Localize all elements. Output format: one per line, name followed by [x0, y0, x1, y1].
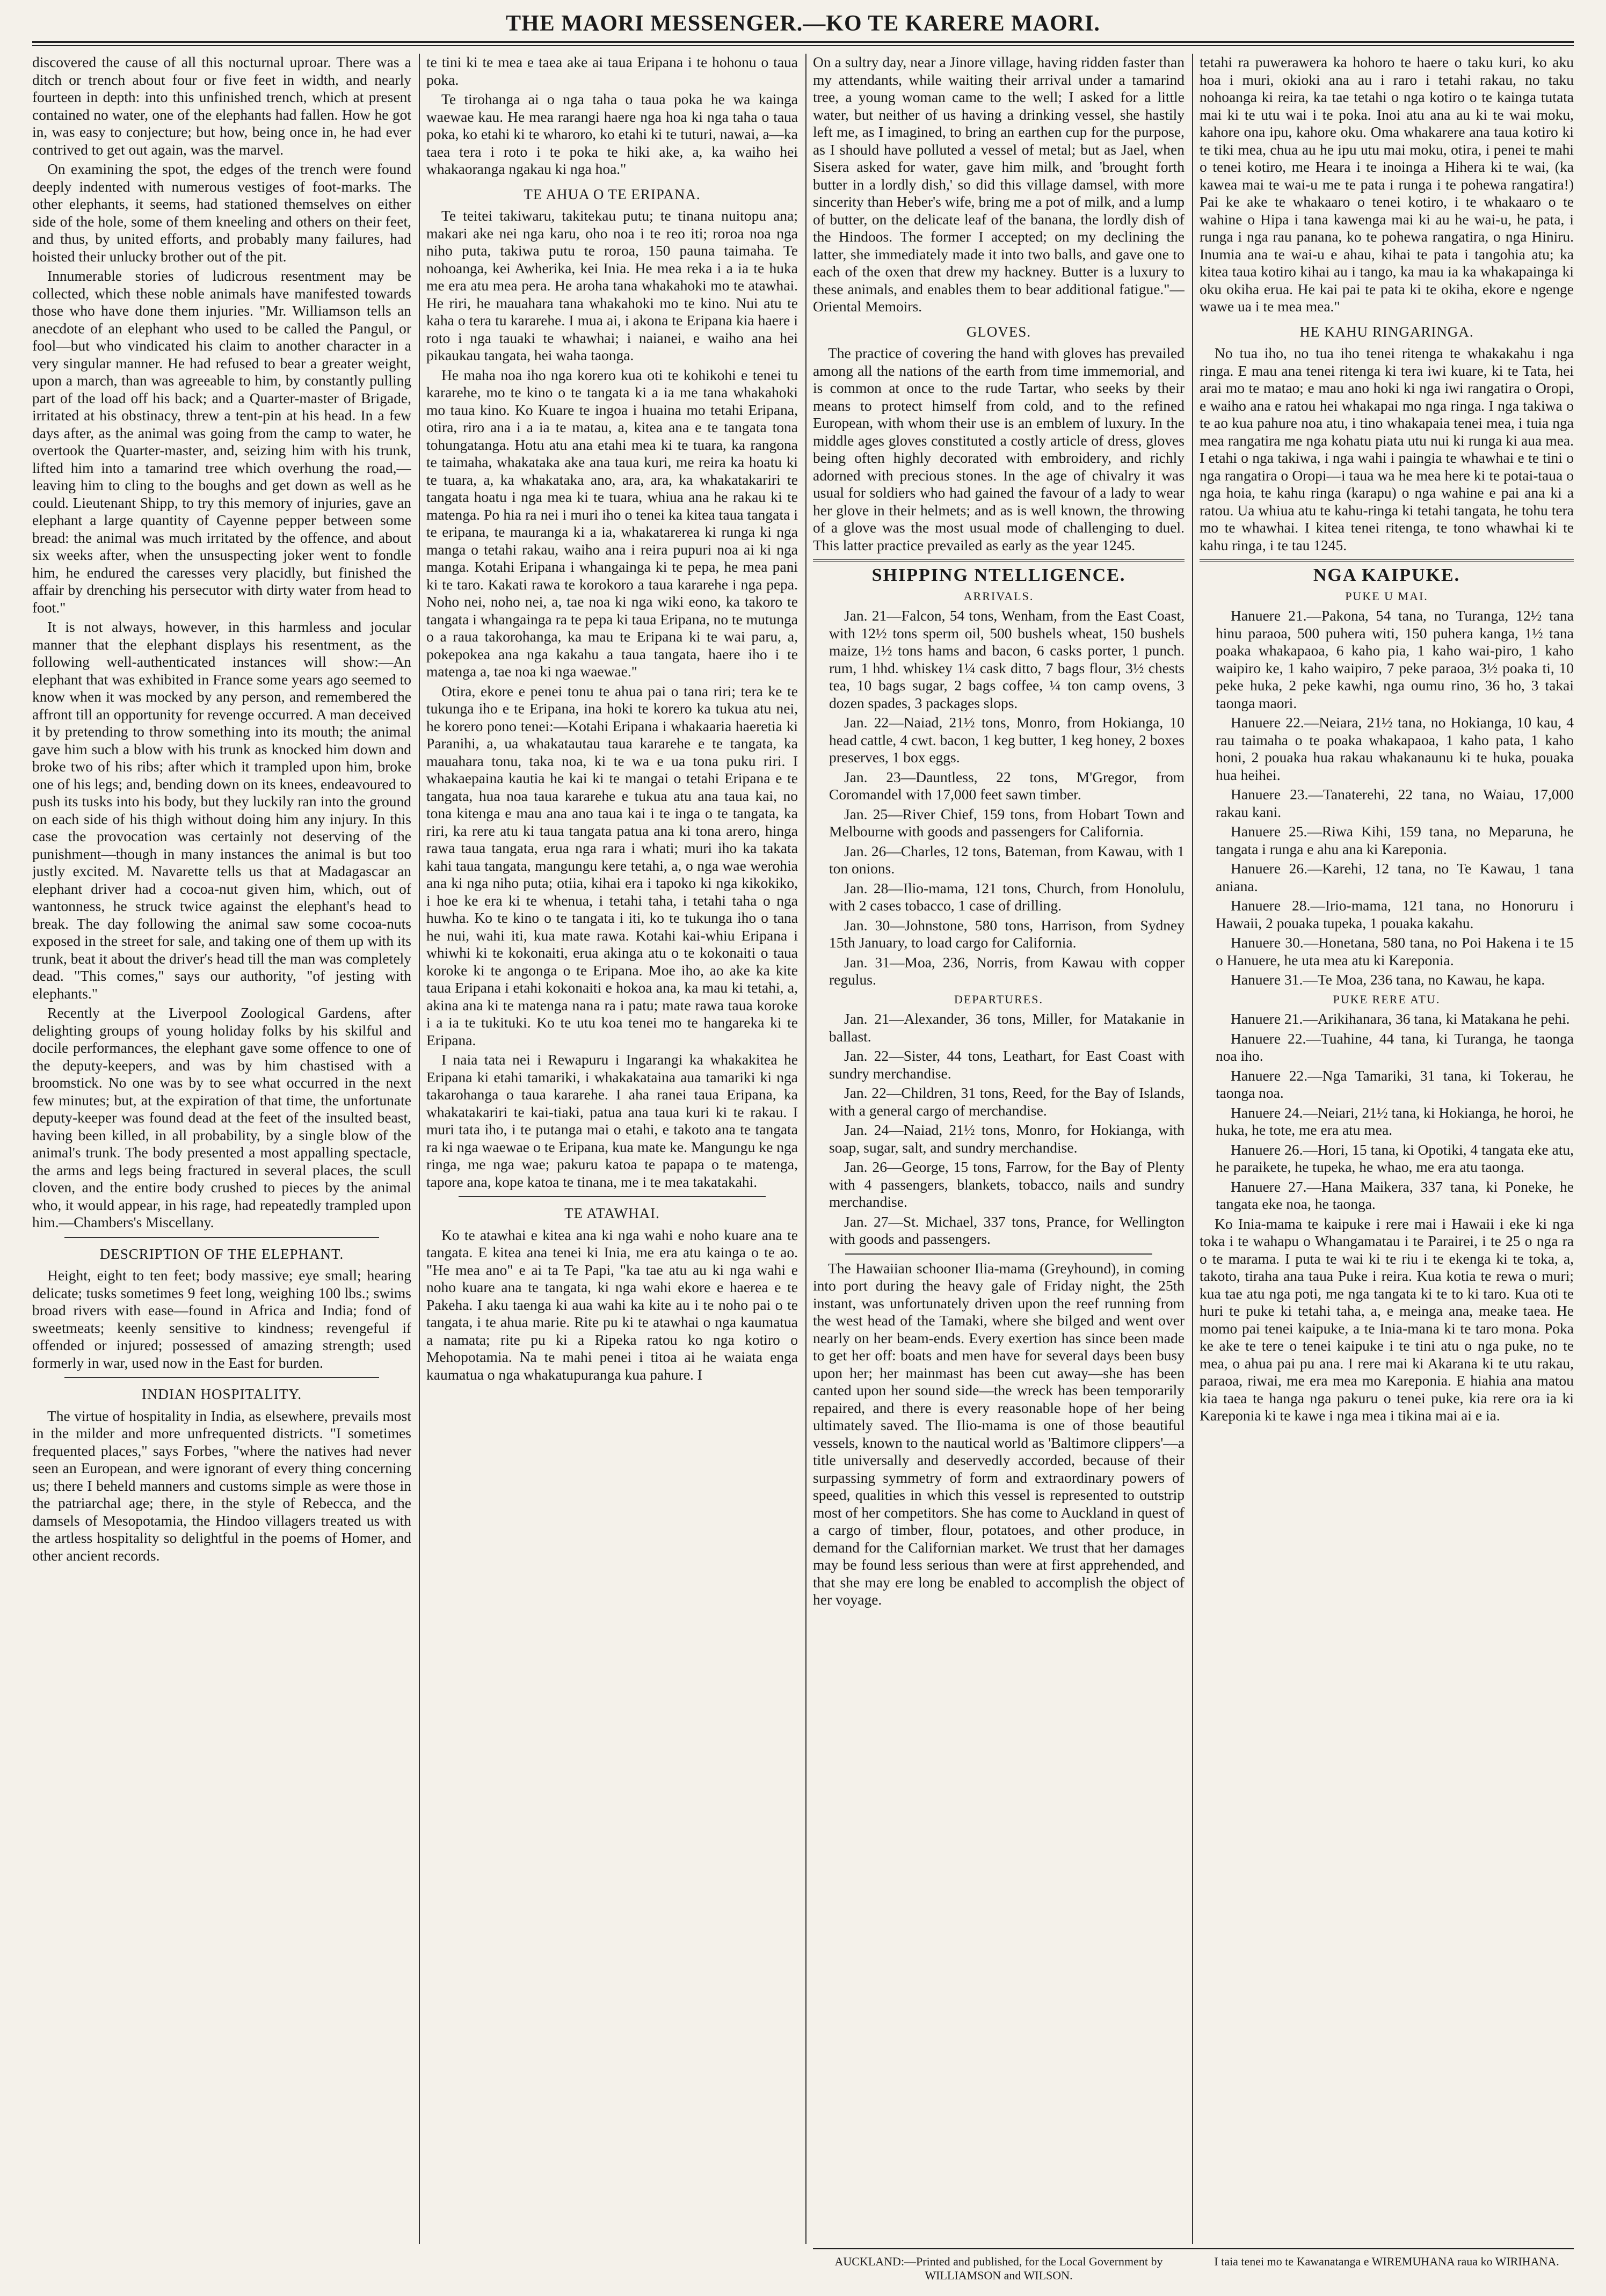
arrival-entry: Jan. 23—Dauntless, 22 tons, M'Gregor, from Coromandel with 17,000 feet sawn timber.	[829, 768, 1184, 803]
departure-entry: Jan. 27—St. Michael, 337 tons, Prance, for Wellington with goods and passengers.	[829, 1213, 1184, 1247]
column-4	[1200, 54, 1574, 2239]
article-paragraph: The practice of covering the hand with gloves has prevailed among all the nations of the earth from time immemorial, and is common at once to the rude Tartar, who seeks by their means to protect himself from cold, and to the refined European, with whom their use is an emblem of luxury. In the middle ages gloves constituted a costly article of dress, gloves being often highly decorated with embroidery, and richly adorned with precious stones. In the age of chivalry it was usual for soldiers who had gained the favour of a lady to wear her glove in their helmets; and as is well known, the throwing of a glove was the most usual mode of challenging to duel. This latter practice prevailed as early as the year 1245.	[813, 345, 1184, 553]
section-heading: TE ATAWHAI.	[564, 1205, 660, 1221]
arrival-entry: Jan. 26—Charles, 12 tons, Bateman, from Kawau, with 1 ton onions.	[829, 842, 1184, 877]
section-heading: HE KAHU RINGARINGA.	[1299, 323, 1474, 340]
section-divider	[459, 1196, 766, 1197]
article-paragraph: No tua iho, no tua iho tenei ritenga te whakakahu i nga ringa. E mau ana tenei ritenga ki tera iwi kuare, ki te Tata, hei arai mo te matao; e mau ano hoki ki nga iwi rangatira o Oropi, e waiho ana e ratou hei whakapai mo nga ringa. I nga takiwa o te ao kua pahure noa atu, i tino whakapaia tenei mea, i tuia nga mea rangatira me nga kohatu piata utu nui ki runga ki aua mea. I etahi o nga takiwa, i nga wahi i paingia te whawhai e te tini o nga rangatira o Oropi—i taua wa he mea here ki te potai-taua o nga hoia, te kahu ringa (karapu) o nga wahine e pai ana ki a ratou. Ua whiua atu te kahu-ringa ki tetahi tangata, he tohu tera mo te whawhai. I kitea tenei ritenga, te tono whawhai ki te kahu ringa, i te tau 1245.	[1200, 345, 1574, 553]
article-paragraph: The Hawaiian schooner Ilia-mama (Greyhound), in coming into port during the heavy gale of Friday night, the 25th instant, was unfortunately driven upon the reef running from the west head of the Tamaki, where she bilged and went over nearly on her beam-ends. Every exertion has since been made to get her off: boats and men have for several days been busy upon her; her mainmast has been cut away—she has been canted upon her sound side—the wreck has been temporarily repaired, and there is every reasonable hope of her being ultimately saved. The Ilio-mama is one of those beautiful vessels, known to the nautical world as 'Baltimore clippers'—a title universally and deservedly accorded, because of their surpassing symmetry of form and extraordinary powers of speed, qualities in which this vessel is represented to outstrip most of her competitors. She has come to Auckland in quest of a cargo of timber, flour, potatoes, and other produce, in demand for the Californian market. We trust that her damages may be found less serious than were at first apprehended, and that she may ere long be enabled to accomplish the object of her voyage.	[813, 1259, 1184, 1608]
article-paragraph: discovered the cause of all this nocturnal uproar. There was a ditch or trench about four or five feet in width, and nearly fourteen in depth: into this unfinished trench, which at present contained no water, one of the elephants had fallen. How he got in, was easy to conjecture; but how, being once in, he had ever contrived to get out again, was the marvel.	[32, 54, 411, 158]
arrival-entry: Hanuere 31.—Te Moa, 236 tana, no Kawau, he kapa.	[1231, 971, 1545, 988]
arrival-entry: Hanuere 21.—Pakona, 54 tana, no Turanga, 12½ tana hinu paraoa, 500 puhera witi, 150 puhera kanga, 1½ tana poaka whakapaoa, 6 kaho pia, 1 kaho wai-piro, 1 kaho waipiro ke, 1 kaho waipiro, 7 peke paraoa, 3½ poaka ti, 10 peke huka, 2 peke kawhi, nga oumu rino, 36 ho, 3 takai taonga maori.	[1216, 607, 1574, 711]
arrival-entry: Jan. 21—Falcon, 54 tons, Wenham, from the East Coast, with 12½ tons sperm oil, 500 bushels wheat, 150 bushels maize, 1½ tons hams and bacon, 6 casks porter, 1 punch. rum, 1 hhd. whiskey 1¼ cask ditto, 7 bags flour, 3½ chests tea, 10 bags sugar, 2 bags coffee, ¼ ton camp ovens, 3 dozen spades, 3 packages slops.	[829, 607, 1184, 711]
section-heading: DESCRIPTION OF THE ELEPHANT.	[99, 1245, 344, 1262]
departure-entry: Jan. 24—Naiad, 21½ tons, Monro, for Hokianga, with soap, sugar, salt, and sundry merchandise.	[829, 1121, 1184, 1156]
section-heading: INDIAN HOSPITALITY.	[141, 1386, 302, 1402]
masthead-rule	[32, 41, 1574, 43]
section-divider	[64, 1377, 379, 1378]
column-1	[32, 54, 411, 2244]
departure-entry: Jan. 21—Alexander, 36 tons, Miller, for Matakanie in ballast.	[829, 1010, 1184, 1045]
departures-heading: PUKE RERE ATU.	[1333, 992, 1441, 1006]
article-paragraph: Innumerable stories of ludicrous resentment may be collected, which these noble animals have manifested towards those who have done them injuries. "Mr. Williamson tells an anecdote of an elephant who used to be called the Pangul, or fool—but who vindicated his claim to another character in a very singular manner. He had refused to bear a greater weight, upon a march, than was agreeable to him, by constantly pulling part of the load off his back; and a Quarter-master of Brigade, irritated at his obstinacy, threw a tent-pin at his head. In a few days after, as the animal was going from the camp to water, he overtook the Quarter-master, and, seizing him with his trunk, lifted him into a tamarind tree which overhung the road,—leaving him to cling to the boughs and get down as well as he could. Lieutenant Shipp, to try this memory of injuries, gave an elephant a large quantity of Cayenne pepper between some bread: the animal was much irritated by the offence, and about six weeks after, when the unsuspecting joker went to fondle him, he endured the caresses very placidly, but finished the affair by drenching his persecutor with dirty water from head to foot."	[32, 267, 411, 616]
departure-entry: Hanuere 21.—Arikihanara, 36 tana, ki Matakana he pehi.	[1231, 1010, 1570, 1027]
section-heading: GLOVES.	[966, 323, 1031, 340]
article-paragraph: On a sultry day, near a Jinore village, having ridden faster than my attendants, while waiting their arrival under a tamarind tree, a young woman came to the well; I asked for a little water, but neither of us having a drinking vessel, she hastily left me, as I imagined, to bring an earthen cup for the purpose, as I should have polluted a vessel of metal; but as Jael, when Sisera asked for water, gave him milk, and 'brought forth butter in a lordly dish,' so did this village damsel, with more sincerity than Heber's wife, bring me a pot of milk, and a lump of butter, on the delicate leaf of the banana, the lordly dish of the Hindoos. The former I accepted; on my declining the latter, she immediately made it into two balls, and gave one to each of the oxen that drew my hackney. Butter is a luxury to these animals, and enables them to bear additional fatigue."—Oriental Memoirs.	[813, 54, 1184, 315]
footer-rule	[813, 2248, 1574, 2249]
column-2	[426, 54, 798, 2244]
section-divider	[813, 559, 1184, 562]
imprint-footer: AUCKLAND:—Printed and published, for the Local Government by WILLIAMSON and WILSON.	[834, 2255, 1163, 2282]
arrival-entry: Jan. 22—Naiad, 21½ tons, Monro, from Hokianga, 10 head cattle, 4 cwt. bacon, 1 keg butter, 1 keg honey, 2 boxes preserves, 1 box eggs.	[829, 714, 1184, 766]
article-paragraph: Otira, ekore e penei tonu te ahua pai o tana riri; tera ke te tukunga iho e te Eripana, ina hoki te korero ka tukua atu nei, he korero pono tenei:—Kotahi Eripana i whakaaria haeretia ki Paranihi, a, ua whakatautau taua kararehe e te tangata, ka mauahara tonu, taka noa, ki te wa e ua tona puku riri. I whakaepaina kautia he kai ki te mangai o tetahi Eripana e te tangata, hua noa taua kararehe e tukua atu ana taua kai, no tona kitenga e mau ana ano taua kai i te inga o te tangata, ka riri, ka rere atu ki taua tangata patua ana ki tona arero, hinga rawa taua tangata, erua nga rara i whati; muri iho ka takata kahi taua tangata, mangungu kere tetahi, a, o nga wae werohia ana ki nga niho puta; otiia, kihai era i tapoko ki nga kikokiko, i hoe ke era ki te whenua, i tetahi taha, i tetahi taha o nga huwha. Ko te kino o te tangata i iti, ko te tukunga iho o tana he nui, wahi iti, kua mate rawa. Kotahi kai-whiu Eripana i whiwhi ki te kokonaiti, erua akinga atu o te kokonaiti o taua koroke ki te angonga o te Eripana. Moe iho, ao ake ka kite taua Eripana i etahi kokonaiti e hokoa ana, ka mau ki tetahi, a, akina ana ki te matenga nana ra i patu; mate rawa taua koroke i a ia te tukituki. Ko te utu koa tenei mo te hangareka ki te Eripana.	[426, 682, 798, 1048]
column-divider	[1192, 54, 1193, 2244]
article-paragraph: Te teitei takiwaru, takitekau putu; te tinana nuitopu ana; makari ake nei nga karu, oho noa i te reo iti; roroa noa nga niho puta, takiwa putu te roroa, 150 pauna taimaha. Te nohoanga, kei Awherika, kei Inia. He mea reka i a ia te huka me era atu mea pera. He aroha tana whakahoki mo te atawhai. He riri, he mauahara tana whakahoki mo te kino. Nui atu te kaha o tera tu kararehe. I mua ai, i akona te Eripana kia haere i roto i nga tauaki te whawhai; i naianei, e waiho ana hei pikaukau tangata, hei waha taonga.	[426, 207, 798, 363]
arrival-entry: Jan. 31—Moa, 236, Norris, from Kawau with copper regulus.	[829, 953, 1184, 988]
article-paragraph: Height, eight to ten feet; body massive; eye small; hearing delicate; tusks sometimes 9 feet long, weighing 100 lbs.; swims broad rivers with ease—found in Africa and India; fond of sweetmeats; keenly sensitive to kindness; revengeful if offended or injured; possessed of amazing strength; used formerly in war, used now in the East for burden.	[32, 1267, 411, 1371]
departure-entry: Jan. 22—Children, 31 tons, Reed, for the Bay of Islands, with a general cargo of merchandise.	[829, 1084, 1184, 1119]
shipping-heading: SHIPPING NTELLIGENCE.	[871, 565, 1126, 585]
article-paragraph: I naia tata nei i Rewapuru i Ingarangi ka whakakitea he Eripana ki etahi tamariki, i whakakataina aua tamariki ki nga takarohanga o taua kararehe. I aha ranei taua Eripana, ka whakatakariri te kai-tiaki, patua ana taua kuri ki te rakau. I muri tata iho, i te putanga mai o etahi, e takoto ana te tangata ra ki nga waewae o te Eripana, kua mate ke. Mangungu ke nga ringa, me nga wae; pakuru katoa te papapa o te matenga, tapore ana, kope katoa te tinana, me i te mea takatakahi.	[426, 1051, 798, 1190]
column-3	[813, 54, 1184, 2239]
section-divider	[1200, 559, 1574, 562]
arrival-entry: Hanuere 22.—Neiara, 21½ tana, no Hokianga, 10 kau, 4 rau taimaha o te poaka whakapaoa, 1 kaho pata, 1 kaho honi, 2 pouaka hua rakau whakanaunu ki te huka, pouaka hua heihei.	[1216, 714, 1574, 783]
column-divider	[805, 54, 806, 2244]
article-paragraph: te tini ki te mea e taea ake ai taua Eripana i te hohonu o taua poka.	[426, 54, 798, 88]
arrival-entry: Hanuere 28.—Irio-mama, 121 tana, no Honoruru i Hawaii, 2 pouaka tupeka, 1 pouaka kakahu.	[1216, 897, 1574, 931]
section-divider	[845, 1253, 1152, 1255]
arrival-entry: Hanuere 26.—Karehi, 12 tana, no Te Kawau, 1 tana aniana.	[1216, 860, 1574, 894]
article-paragraph: It is not always, however, in this harmless and jocular manner that the elephant displays his resentment, as the following well-authenticated instances will show:—An elephant that was exhibited in France some years ago seemed to know when it was mocked by any person, and remembered the affront till an opportunity for revenge occurred. A man deceived it by pretending to throw something into its mouth; the animal gave him such a blow with his trunk as knocked him down and broke two of his ribs; after which it trampled upon him, broke one of his legs; and, bending down on its knees, endeavoured to push its tusks into his body, but they luckily ran into the ground on each side of his thigh without doing him any injury. In this case the provocation was certainly not deserving of the punishment—though in many instances the animal is but too justly excited. M. Navarette tells us that at Madagascar an elephant driver had a cocoa-nut given him, which, out of wantonness, he struck twice against the elephant's head to break. The day following the animal saw some cocoa-nuts exposed in the street for sale, and taking one of them up with its trunk, beat it about the driver's head till the man was completely dead. "This comes," says our authority, "of jesting with elephants."	[32, 618, 411, 1002]
arrivals-heading: PUKE U MAI.	[1345, 589, 1428, 603]
departure-entry: Hanuere 26.—Hori, 15 tana, ki Opotiki, 4 tangata eke atu, he paraikete, he tupeka, he whao, me era atu taonga.	[1216, 1141, 1574, 1175]
newspaper-page	[32, 11, 1574, 2282]
article-paragraph: The virtue of hospitality in India, as elsewhere, prevails most in the milder and more unfrequented districts. "I sometimes frequented places," says Forbes, "where the natives had never seen an European, and were ignorant of every thing concerning us; there I beheld manners and customs simple as were those in the patriarchal age; there, in the style of Rebecca, and the damsels of Mesopotamia, the Hindoo villagers treated us with the artless hospitality so delightful in the poems of Homer, and other ancient records.	[32, 1407, 411, 1564]
departure-entry: Hanuere 22.—Nga Tamariki, 31 tana, ki Tokerau, he taonga noa.	[1216, 1067, 1574, 1101]
arrival-entry: Hanuere 30.—Honetana, 580 tana, no Poi Hakena i te 15 o Hanuere, he uta mea atu ki Kareponia.	[1216, 934, 1574, 968]
article-paragraph: Te tirohanga ai o nga taha o taua poka he wa kainga waewae kau. He mea rarangi haere nga hoa ki nga taha o taua poka, ko etahi ki te wharoro, ko etahi ki te tuturi, nawai, a—ka taea tera i roto i te poka te hiki ake, a, ka waiho hei whakaoranga ngakau ki nga hoa."	[426, 91, 798, 177]
arrival-entry: Hanuere 23.—Tanaterehi, 22 tana, no Waiau, 17,000 rakau kani.	[1216, 786, 1574, 820]
shipping-heading: NGA KAIPUKE.	[1313, 565, 1460, 585]
departure-entry: Hanuere 22.—Tuahine, 44 tana, ki Turanga, he taonga noa iho.	[1216, 1030, 1574, 1064]
masthead-rule-thin	[32, 45, 1574, 46]
article-paragraph: Recently at the Liverpool Zoological Gardens, after delighting groups of young holiday folks by his skilful and docile performances, the elephant gave some offence to one of the deputy-keepers, and was by him chastised with a broomstick. No one was by to see what occurred in the next few minutes; but, at the expiration of that time, the unfortunate deputy-keeper was found dead at the feet of the insulted beast, having been killed, in all probability, by a single blow of the animal's trunk. The body presented a most appalling spectacle, the arms and legs being fractured in several places, the scull cloven, and the entire body crushed to pieces by the animal who, it would appear, in his rage, had repeatedly trampled upon him.—Chambers's Miscellany.	[32, 1004, 411, 1230]
departure-entry: Jan. 26—George, 15 tons, Farrow, for the Bay of Plenty with 4 passengers, blankets, tobacco, nails and sundry merchandise.	[829, 1158, 1184, 1210]
article-paragraph: Ko te atawhai e kitea ana ki nga wahi e noho kuare ana te tangata. E kitea ana tenei ki Inia, me era atu kainga o te ao. "He mea ano" e ai ta Te Papi, "ka tae atu au ki nga wahi e noho kuare ana te tangata, ki nga wahi ekore e haerea e te Pakeha. I aku taenga ki aua wahi ka kite au i te noho pai o te tangata, i te ahua marie. Rite pu ki te atawhai o nga kaumatua a namata; rite pu ki a Ripeka ratou ko nga kotiro o Mehopotamia. Na te mahi penei i titoa ai he waiata enga kaumatua o nga whakatupuranga kua pahure. I	[426, 1226, 798, 1383]
departure-entry: Hanuere 27.—Hana Maikera, 337 tana, ki Poneke, he tangata eke noa, he taonga.	[1216, 1178, 1574, 1212]
column-divider	[419, 54, 420, 2244]
departure-entry: Hanuere 24.—Neiari, 21½ tana, ki Hokianga, he horoi, he huka, he tote, me era atu mea.	[1216, 1104, 1574, 1138]
article-paragraph: On examining the spot, the edges of the trench were found deeply indented with numerous vestiges of foot-marks. The other elephants, it seems, had stationed themselves on either side of the hole, some of them kneeling and others on their feet, and thus, by united efforts, and probably many failures, had hoisted their unlucky brother out of the pit.	[32, 161, 411, 265]
section-heading: TE AHUA O TE ERIPANA.	[524, 186, 701, 202]
article-paragraph: tetahi ra puwerawera ka hohoro te haere o taku kuri, ko aku hoa i muri, okioki ana au i raro i tetahi rakau, no taku nohoanga ki reira, ka tae tetahi o nga kotiro o te kainga tutata mai ki te utu wai i te poka. Inoi atu ana au ki te wai moku, kahore ona ipu, kahore oku. Oma whakarere ana taua kotiro ki te tiki mea, chua au he ipu utu mai moku, otira, i penei te mahi o tenei kotiro, me Heara i te inoinga a Hihera ki te wai, (ka kawea mai te wai-u me te pata i runga i te pohewa rangatira!) Pai ke ake te whakaaro o tenei kotiro, i te whakaaro o te wahine o Hipa i tana kawenga mai ki au he wai-u, he pata, i runga i nga rau panana, ko te pohewa rangatira, o nga Hiniru. Inumia ana te wai-u e ahau, kihai te pata i tangohia atu; ka kitea taua kotiro kihai au i tango, ka mau ia ka whakapainga ki oku okiha erua. He kai pai te pata ki te okiha, ekore e ngenge wawe ua i te mea mea."	[1200, 54, 1574, 315]
arrival-entry: Jan. 28—Ilio-mama, 121 tons, Church, from Honolulu, with 2 cases tobacco, 1 case of drilling.	[829, 879, 1184, 914]
arrival-entry: Hanuere 25.—Riwa Kihi, 159 tana, no Meparuna, he tangata i runga e ahu ana ki Kareponia.	[1216, 823, 1574, 857]
section-divider	[64, 1237, 379, 1238]
imprint-footer-maori: I taia tenei mo te Kawanatanga e WIREMUHANA raua ko WIRIHANA.	[1214, 2255, 1559, 2268]
masthead-title: THE MAORI MESSENGER.—KO TE KARERE MAORI.	[506, 11, 1100, 36]
departures-heading: DEPARTURES.	[954, 992, 1043, 1006]
arrival-entry: Jan. 30—Johnstone, 580 tons, Harrison, from Sydney 15th January, to load cargo for California.	[829, 916, 1184, 951]
article-paragraph: He maha noa iho nga korero kua oti te kohikohi e tenei tu kararehe, mo te kino o te tangata ki a ia me tana whakahoki mo taua kino. Ko Kuare te ingoa i huaina mo tetahi Eripana, otira, riro ana i a ia te matau, a, kitea ana e te tangata tona tohungatanga. Hotu atu ana etahi mea ki te tuara, ka rangona te taimaha, whakataka ake ana taua kuri, me reira ka hoatu ki te tuara, a, ka whakataka ano, ara, ara, ka whakatakariri te tangata hoatu i nga mea ki te tuara, whiua ana he rakau ki te matenga. Po hia ra nei i muri iho o tenei ka kitea taua tangata i te eripana, te mauranga ki a ia, whakatarerea ki runga ki nga manga o tetahi rakau, waiho ana i reira pupuri noa ai ki nga manga. Kotahi Eripana i whangainga ki te pepa, he mea pani ki te taro. Kakati rawa te korokoro a taua kararehe i nga pepa. Noho nei, noho nei, a, tae noa ki nga wiki eono, ka takoro te tangata i whangainga ra te pepa ki taua Eripana, no te mutunga o a raua takorohanga, ka mau te Eripana ki te wai paru, a, pokepokea ana nga kakahu a taua tangata, haere iho i te matenga a, tae noa ki nga waewae."	[426, 366, 798, 680]
arrival-entry: Jan. 25—River Chief, 159 tons, from Hobart Town and Melbourne with goods and passengers for California.	[829, 805, 1184, 840]
arrivals-heading: ARRIVALS.	[963, 589, 1034, 603]
departure-entry: Jan. 22—Sister, 44 tons, Leathart, for East Coast with sundry merchandise.	[829, 1047, 1184, 1082]
article-paragraph: Ko Inia-mama te kaipuke i rere mai i Hawaii i eke ki nga toka i te wahapu o Whangamatau i te Parairei, i te 25 o nga ra o te marama. I puta te wai ki te riu i te ekenga ki te toka, a, takoto, tiraha ana taua Puke i reira. Kua kotia te rewa o muri; kua tae atu nga poti, me nga tangata ki te to ki taro. Kua oti te huri te puke ki tetahi taha, a, e meinga ana, meake taea. He momo pai tenei kaipuke, a te Inia-mana ki te taro mona. Poka ke ake te tere o tenei kaipuke i te tini atu o nga puke, no te mea, o ahua pai pu ana. I rere mai ki Akarana ki te utu rakau, paraoa, riwai, me era mea mo Kareponia. E hiahia ana matou kia taea te hanga nga pakuru o tenei puke, kia rere ora ia ki Kareponia ki te kawe i nga mea i tikina mai ai e ia.	[1200, 1215, 1574, 1424]
